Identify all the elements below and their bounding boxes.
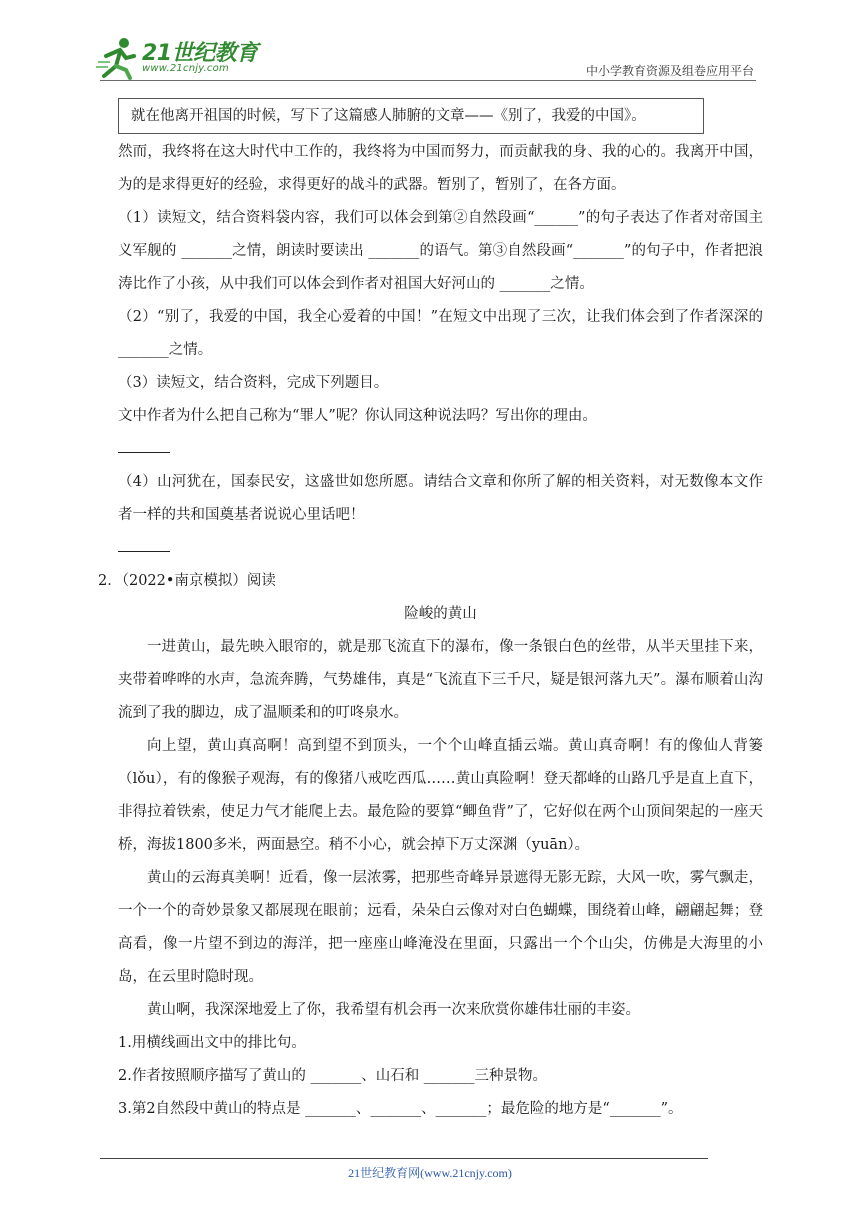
question-1-3: （3）读短文，结合资料，完成下列题目。 xyxy=(118,375,389,391)
document-body xyxy=(98,98,763,1126)
question-1-4: （4）山河犹在，国泰民安，这盛世如您所愿。请结合文章和你所了解的相关资料，对无数像本文作者一样的共和国奠基者说说心里话吧！ xyxy=(118,474,763,523)
logo-url: www.21cnjy.com xyxy=(142,63,229,74)
question-2-1: 1.用横线画出文中的排比句。 xyxy=(118,1035,306,1051)
logo-text: 21世纪教育 xyxy=(142,41,258,66)
answer-line xyxy=(118,537,170,552)
header-platform-text: 中小学教育资源及组卷应用平台 xyxy=(585,64,754,78)
question-2-3: 3.第2自然段中黄山的特点是 _______、_______、_______；最危险的地方是“_______”。 xyxy=(118,1101,683,1117)
header-divider xyxy=(100,80,756,81)
paragraph: 然而，我终将在这大时代中工作的，我终将为中国而努力，而贡献我的身、我的心的。我离开中国，为的是求得更好的经验，求得更好的战斗的武器。暂别了，暂别了，在各方面。 xyxy=(118,144,763,193)
footer-divider xyxy=(100,1158,708,1159)
article-title: 险峻的黄山 xyxy=(404,606,477,622)
info-box: 就在他离开祖国的时候，写下了这篇感人肺腑的文章——《别了，我爱的中国》。 xyxy=(118,98,704,134)
footer-text: 21世纪教育网(www.21cnjy.com) xyxy=(348,1166,512,1180)
question-1-3-prompt: 文中作者为什么把自己称为“罪人”呢？你认同这种说法吗？写出你的理由。 xyxy=(118,408,597,424)
answer-line xyxy=(118,438,170,453)
article-paragraph-2: 向上望，黄山真高啊！高到望不到顶头，一个个山峰直插云端。黄山真奇啊！有的像仙人背篓（lǒu），有的像猴子观海，有的像猪八戒吃西瓜……黄山真险啊！登天都峰的山路几乎是直上直下，非得拉着铁索，使足力气才能爬上去。最危险的要算“鲫鱼背”了，它好似在两个山顶间架起的一座天桥，海拔1800多米，两面悬空。稍不小心，就会掉下万丈深渊（yuān）。 xyxy=(118,738,763,853)
answer-blank xyxy=(118,532,763,565)
runner-logo-icon xyxy=(96,36,140,80)
article-paragraph-4: 黄山啊，我深深地爱上了你，我希望有机会再一次来欣赏你雄伟壮丽的丰姿。 xyxy=(147,1002,640,1018)
page-header xyxy=(0,0,860,90)
question-2-2: 2.作者按照顺序描写了黄山的 _______、山石和 _______三种景物。 xyxy=(118,1068,548,1084)
article-paragraph-1: 一进黄山，最先映入眼帘的，就是那飞流直下的瀑布，像一条银白色的丝带，从半天里挂下来，夹带着哗哗的水声，急流奔腾，气势雄伟，真是“飞流直下三千尺，疑是银河落九天”。瀑布顺着山沟流到了我的脚边，成了温顺柔和的叮咚泉水。 xyxy=(118,639,763,721)
article-paragraph-3: 黄山的云海真美啊！近看，像一层浓雾，把那些奇峰异景遮得无影无踪，大风一吹，雾气飘走，一个一个的奇妙景象又都展现在眼前；远看，朵朵白云像对对白色蝴蝶，围绕着山峰，翩翩起舞；登高看，像一片望不到边的海洋，把一座座山峰淹没在里面，只露出一个个山尖，仿佛是大海里的小岛，在云里时隐时现。 xyxy=(118,870,763,985)
answer-blank xyxy=(118,433,763,466)
question-2-header: 2．（2022•南京模拟）阅读 xyxy=(98,573,276,589)
question-1-1: （1）读短文，结合资料袋内容，我们可以体会到第②自然段画“______”的句子表达了作者对帝国主义军舰的 _______之情，朗读时要读出 _______的语气。第③自然段画“_______”的句子中，作者把浪涛比作了小孩，从中我们可以体会到作者对祖国大好河山的 _______之情。 xyxy=(118,210,763,292)
question-1-2: （2）“别了，我爱的中国，我全心爱着的中国！”在短文中出现了三次，让我们体会到了作者深深的 _______之情。 xyxy=(118,309,763,358)
logo xyxy=(96,36,266,82)
